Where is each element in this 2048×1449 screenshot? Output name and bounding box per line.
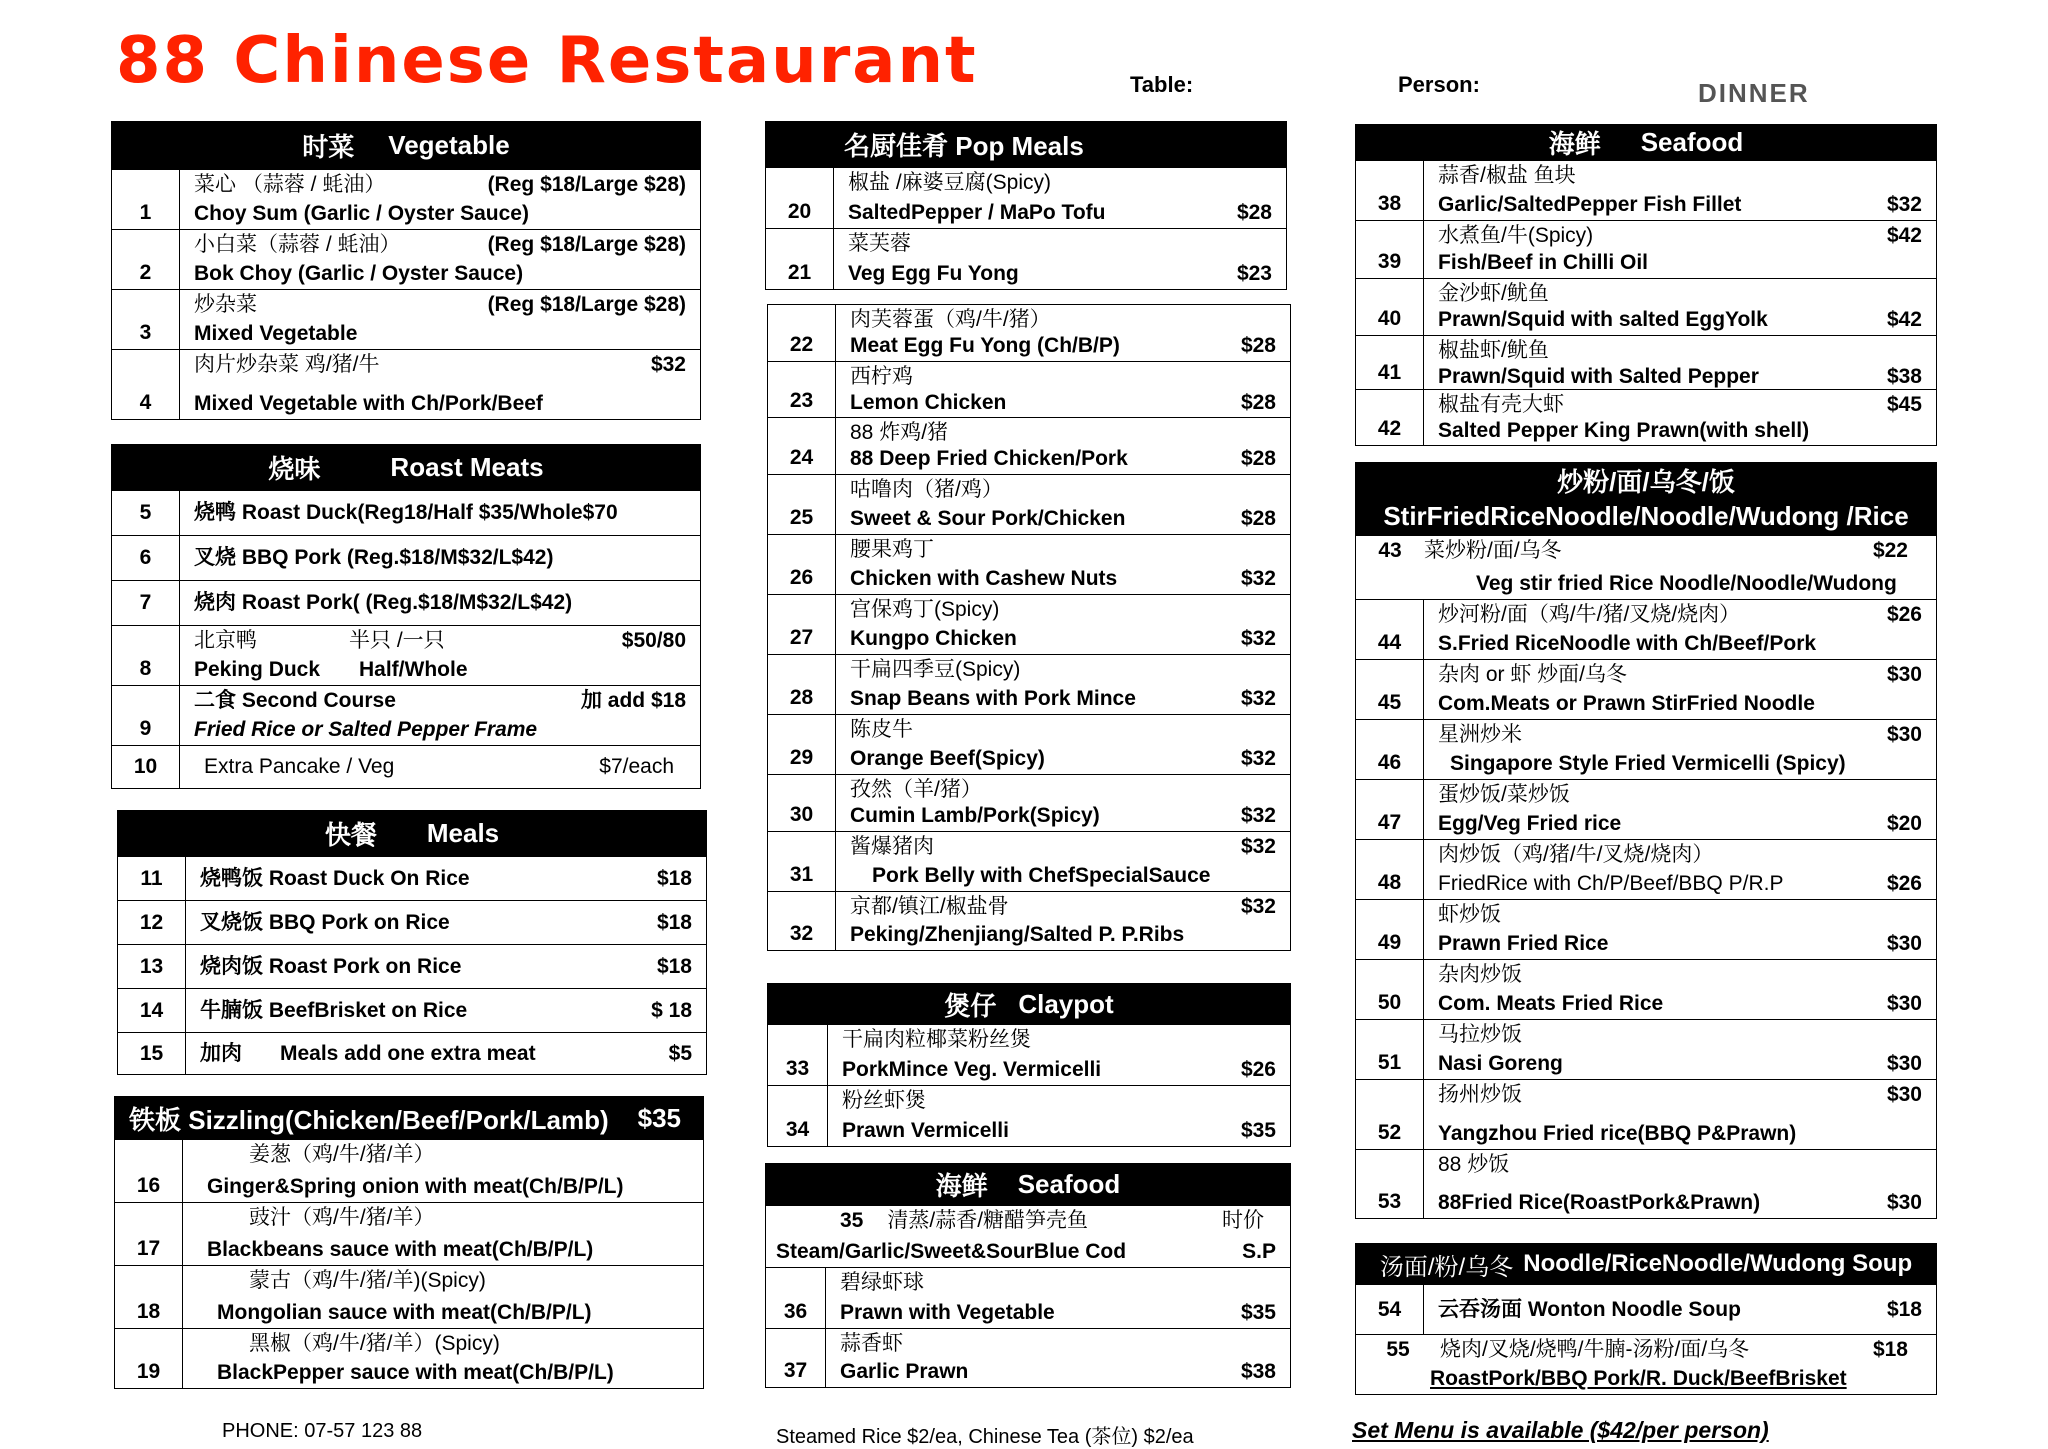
menu-item: 14 牛腩饭 BeefBrisket on Rice $ 18	[118, 988, 706, 1032]
menu-item: 44 炒河粉/面（鸡/牛/猪/叉烧/烧肉） $26 S.Fried RiceNoodle with Ch/Beef/Pork	[1356, 599, 1936, 659]
claypot-section	[767, 983, 1291, 1147]
menu-item: 6 叉烧 BBQ Pork (Reg.$18/M$32/L$42)	[112, 535, 700, 580]
dinner-label: DINNER	[1698, 78, 1810, 108]
vegetable-header: 时菜 Vegetable	[112, 122, 700, 169]
menu-item: 38 蒜香/椒盐 鱼块 Garlic/SaltedPepper Fish Fillet $32	[1356, 160, 1936, 220]
menu-item: 17 豉汁（鸡/牛/猪/羊） Blackbeans sauce with meat(Ch/B/P/L)	[115, 1202, 703, 1265]
seafood-middle-header: 海鲜 Seafood	[766, 1164, 1290, 1205]
menu-item: 46 星洲炒米 $30 Singapore Style Fried Vermicelli (Spicy)	[1356, 719, 1936, 779]
menu-item: 25 咕噜肉（猪/鸡） Sweet & Sour Pork/Chicken $28	[768, 474, 1290, 534]
menu-item: 35 清蒸/蒜香/糖醋笋壳鱼 时价 Steam/Garlic/Sweet&SourBlue Cod S.P	[766, 1205, 1290, 1267]
menu-item: 37 蒜香虾 Garlic Prawn $38	[766, 1328, 1290, 1387]
seafood-right-header: 海鲜 Seafood	[1356, 125, 1936, 160]
meals-section	[117, 810, 707, 1075]
rice-tea-note: Steamed Rice $2/ea, Chinese Tea (茶位) $2/ea	[776, 1426, 1194, 1448]
menu-item: 19 黑椒（鸡/牛/猪/羊）(Spicy) BlackPepper sauce with meat(Ch/B/P/L)	[115, 1328, 703, 1388]
menu-item: 39 水煮鱼/牛(Spicy) $42 Fish/Beef in Chilli Oil	[1356, 220, 1936, 278]
menu-item: 16 姜葱（鸡/牛/猪/羊） Ginger&Spring onion with meat(Ch/B/P/L)	[115, 1139, 703, 1202]
person-label: Person:	[1398, 72, 1480, 97]
soup-section	[1355, 1243, 1937, 1395]
menu-item: 34 粉丝虾煲 Prawn Vermicelli $35	[768, 1085, 1290, 1146]
pop-meals-section	[765, 121, 1287, 290]
menu-item: 55 烧肉/叉烧/烧鸭/牛腩-汤粉/面/乌冬 $18 RoastPork/BBQ Pork/R. Duck/BeefBrisket	[1356, 1334, 1936, 1394]
menu-item: 41 椒盐虾/鱿鱼 Prawn/Squid with Salted Pepper $38	[1356, 335, 1936, 389]
menu-item: 45 杂肉 or 虾 炒面/乌冬 $30 Com.Meats or Prawn StirFried Noodle	[1356, 659, 1936, 719]
menu-item: 47 蛋炒饭/菜炒饭 Egg/Veg Fried rice $20	[1356, 779, 1936, 839]
menu-item: 33 干扁肉粒椰菜粉丝煲 PorkMince Veg. Vermicelli $26	[768, 1024, 1290, 1085]
menu-item: 40 金沙虾/鱿鱼 Prawn/Squid with salted EggYolk $42	[1356, 278, 1936, 335]
noodle-rice-header: 炒粉/面/乌冬/饭 StirFriedRiceNoodle/Noodle/Wudong /Rice	[1356, 463, 1936, 535]
menu-item: 32 京都/镇江/椒盐骨 $32 Peking/Zhenjiang/Salted P. P.Ribs	[768, 891, 1290, 950]
menu-item: 36 碧绿虾球 Prawn with Vegetable $35	[766, 1267, 1290, 1328]
menu-item: 13 烧肉饭 Roast Pork on Rice $18	[118, 944, 706, 988]
menu-item: 8 北京鸭 半只 /一只 $50/80 Peking Duck Half/Whole	[112, 625, 700, 685]
noodle-rice-section	[1355, 462, 1937, 1219]
menu-item: 11 烧鸭饭 Roast Duck On Rice $18	[118, 856, 706, 900]
menu-item: 22 肉芙蓉蛋（鸡/牛/猪） Meat Egg Fu Yong (Ch/B/P) $28	[768, 305, 1290, 361]
table-label: Table:	[1130, 72, 1194, 97]
seafood-middle-section	[765, 1163, 1291, 1388]
menu-item: 51 马拉炒饭 Nasi Goreng $30	[1356, 1019, 1936, 1079]
menu-item: 52 扬州炒饭 $30 Yangzhou Fried rice(BBQ P&Prawn)	[1356, 1079, 1936, 1149]
mains-section	[767, 304, 1291, 951]
menu-item: 15 加肉 Meals add one extra meat $5	[118, 1032, 706, 1074]
menu-item: 29 陈皮牛 Orange Beef(Spicy) $32	[768, 714, 1290, 774]
menu-item: 27 宫保鸡丁(Spicy) Kungpo Chicken $32	[768, 594, 1290, 654]
menu-item: 42 椒盐有壳大虾 $45 Salted Pepper King Prawn(with shell)	[1356, 389, 1936, 445]
menu-item: 53 88 炒饭 88Fried Rice(RoastPork&Prawn) $30	[1356, 1149, 1936, 1218]
menu-item: 43 菜炒粉/面/乌冬 $22 Veg stir fried Rice Noodle/Noodle/Wudong	[1356, 535, 1936, 599]
roast-header: 烧味 Roast Meats	[112, 445, 700, 490]
menu-item: 4 肉片炒杂菜 鸡/猪/牛 $32 Mixed Vegetable with Ch/Pork/Beef	[112, 349, 700, 419]
set-menu-note: Set Menu is available ($42/per person)	[1352, 1417, 1769, 1443]
menu-item: 50 杂肉炒饭 Com. Meats Fried Rice $30	[1356, 959, 1936, 1019]
menu-item: 18 蒙古（鸡/牛/猪/羊)(Spicy) Mongolian sauce with meat(Ch/B/P/L)	[115, 1265, 703, 1328]
roast-section	[111, 444, 701, 789]
menu-item: 30 孜然（羊/猪） Cumin Lamb/Pork(Spicy) $32	[768, 774, 1290, 831]
menu-item: 12 叉烧饭 BBQ Pork on Rice $18	[118, 900, 706, 944]
pop-meals-header: 名厨佳肴 Pop Meals	[766, 122, 1286, 167]
menu-item: 2 小白菜（蒜蓉 / 蚝油） (Reg $18/Large $28) Bok Choy (Garlic / Oyster Sauce)	[112, 229, 700, 289]
menu-item: 7 烧肉 Roast Pork( (Reg.$18/M$32/L$42)	[112, 580, 700, 625]
phone-number: PHONE: 07-57 123 88	[222, 1420, 423, 1442]
restaurant-title: 88 Chinese Restaurant	[116, 24, 978, 98]
menu-item: 3 炒杂菜 (Reg $18/Large $28) Mixed Vegetable	[112, 289, 700, 349]
menu-item: 54 云吞汤面 Wonton Noodle Soup $18	[1356, 1284, 1936, 1334]
meals-header: 快餐 Meals	[118, 811, 706, 856]
menu-item: 28 干扁四季豆(Spicy) Snap Beans with Pork Mince $32	[768, 654, 1290, 714]
vegetable-section	[111, 121, 701, 420]
menu-item: 21 菜芙蓉 Veg Egg Fu Yong $23	[766, 228, 1286, 289]
sizzling-section	[114, 1096, 704, 1389]
menu-item: 49 虾炒饭 Prawn Fried Rice $30	[1356, 899, 1936, 959]
soup-header: 汤面/粉/乌冬 Noodle/RiceNoodle/Wudong Soup	[1356, 1244, 1936, 1284]
menu-item: 31 酱爆猪肉 $32 Pork Belly with ChefSpecialSauce	[768, 831, 1290, 891]
menu-item: 20 椒盐 /麻婆豆腐(Spicy) SaltedPepper / MaPo Tofu $28	[766, 167, 1286, 228]
menu-item: 24 88 炸鸡/猪 88 Deep Fried Chicken/Pork $28	[768, 417, 1290, 474]
menu-item: 9 二食 Second Course 加 add $18 Fried Rice or Salted Pepper Frame	[112, 685, 700, 745]
menu-item: 23 西柠鸡 Lemon Chicken $28	[768, 361, 1290, 417]
menu-item: 48 肉炒饭（鸡/猪/牛/叉烧/烧肉） FriedRice with Ch/P/Beef/BBQ P/R.P $26	[1356, 839, 1936, 899]
seafood-right-section	[1355, 124, 1937, 446]
menu-item: 26 腰果鸡丁 Chicken with Cashew Nuts $32	[768, 534, 1290, 594]
claypot-header: 煲仔 Claypot	[768, 984, 1290, 1024]
menu-item: 5 烧鸭 Roast Duck(Reg18/Half $35/Whole$70	[112, 490, 700, 535]
menu-item: 10 Extra Pancake / Veg $7/each	[112, 745, 700, 788]
sizzling-header: 铁板 Sizzling(Chicken/Beef/Pork/Lamb) $35	[115, 1097, 703, 1139]
menu-item: 1 菜心 （蒜蓉 / 蚝油） (Reg $18/Large $28) Choy Sum (Garlic / Oyster Sauce)	[112, 169, 700, 229]
